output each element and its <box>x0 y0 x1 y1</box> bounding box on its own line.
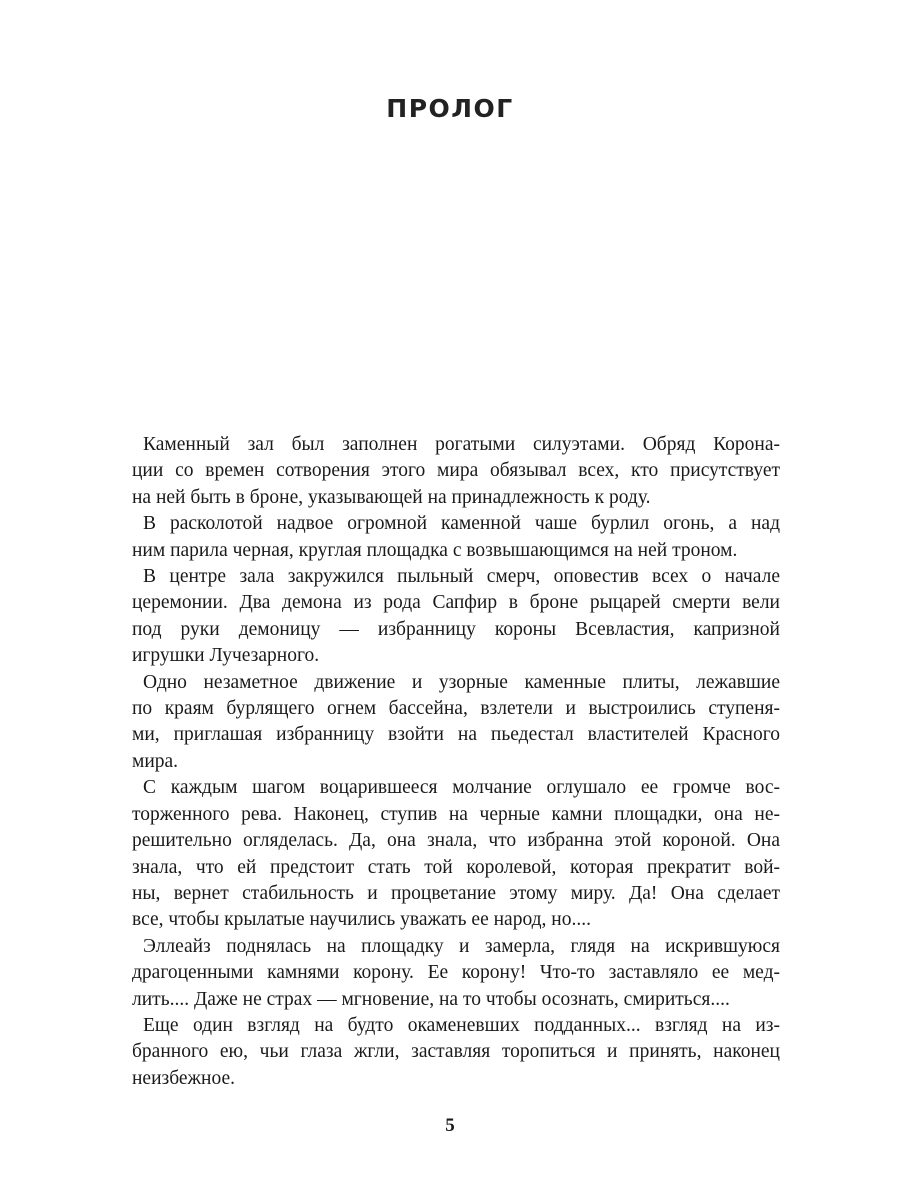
paragraph <box>132 511 780 564</box>
text-line: В центре зала закружился пыльный смерч, оповестив всех о начале <box>143 566 780 588</box>
text-line: под руки демоницу — избранницу короны Всевластия, капризной <box>132 618 780 640</box>
text-line: В расколотой надвое огромной каменной чаше бурлил огонь, а над <box>143 513 780 535</box>
paragraph <box>132 934 780 1013</box>
text-line: знала, что ей предстоит стать той королевой, которая прекратит вой- <box>132 856 780 878</box>
text-line: С каждым шагом воцарившееся молчание оглушало ее громче вос- <box>143 777 780 799</box>
text-line: все, чтобы крылатые научились уважать ее народ, но.... <box>132 909 591 931</box>
text-line: ции со времен сотворения этого мира обязывал всех, кто присутствует <box>132 460 780 482</box>
text-line: бранного ею, чьи глаза жгли, заставляя торопиться и принять, наконец <box>132 1041 780 1063</box>
paragraph <box>132 432 780 511</box>
text-line: торженного рева. Наконец, ступив на черные камни площадки, она не- <box>132 803 780 825</box>
text-line: мира. <box>132 750 179 772</box>
paragraph <box>132 670 780 776</box>
chapter-title: ПРОЛОГ <box>386 94 514 123</box>
paragraph <box>132 1013 780 1092</box>
text-line: ним парила черная, круглая площадка с возвышающимся на ней троном. <box>132 539 738 561</box>
text-line: решительно огляделась. Да, она знала, что избранна этой короной. Она <box>132 830 780 852</box>
text-line: неизбежное. <box>132 1067 235 1089</box>
text-line: лить.... Даже не страх — мгновение, на то чтобы осознать, смириться.... <box>132 988 730 1010</box>
text-line: Эллеайз поднялась на площадку и замерла, глядя на искрившуюся <box>143 935 780 957</box>
text-line: Еще один взгляд на будто окаменевших подданных... взгляд на из- <box>143 1014 780 1036</box>
text-line: ны, вернет стабильность и процветание этому миру. Да! Она сделает <box>132 882 780 904</box>
text-line: церемонии. Два демона из рода Сапфир в броне рыцарей смерти вели <box>132 592 780 614</box>
text-line: на ней быть в броне, указывающей на принадлежность к роду. <box>132 486 651 508</box>
text-line: ми, приглашая избранницу взойти на пьедестал властителей Красного <box>132 724 780 746</box>
paragraph <box>132 564 780 670</box>
paragraph <box>132 775 780 933</box>
text-line: Каменный зал был заполнен рогатыми силуэтами. Обряд Корона- <box>143 434 780 455</box>
text-line: по краям бурлящего огнем бассейна, взлетели и выстроились ступеня- <box>132 698 780 720</box>
page-number: 5 <box>445 1115 455 1136</box>
text-line: Одно незаметное движение и узорные каменные плиты, лежавшие <box>143 671 780 693</box>
text-line: драгоценными камнями корону. Ее корону! Что-то заставляло ее мед- <box>132 962 780 984</box>
chapter-body <box>132 432 780 1092</box>
text-line: игрушки Лучезарного. <box>132 645 320 667</box>
